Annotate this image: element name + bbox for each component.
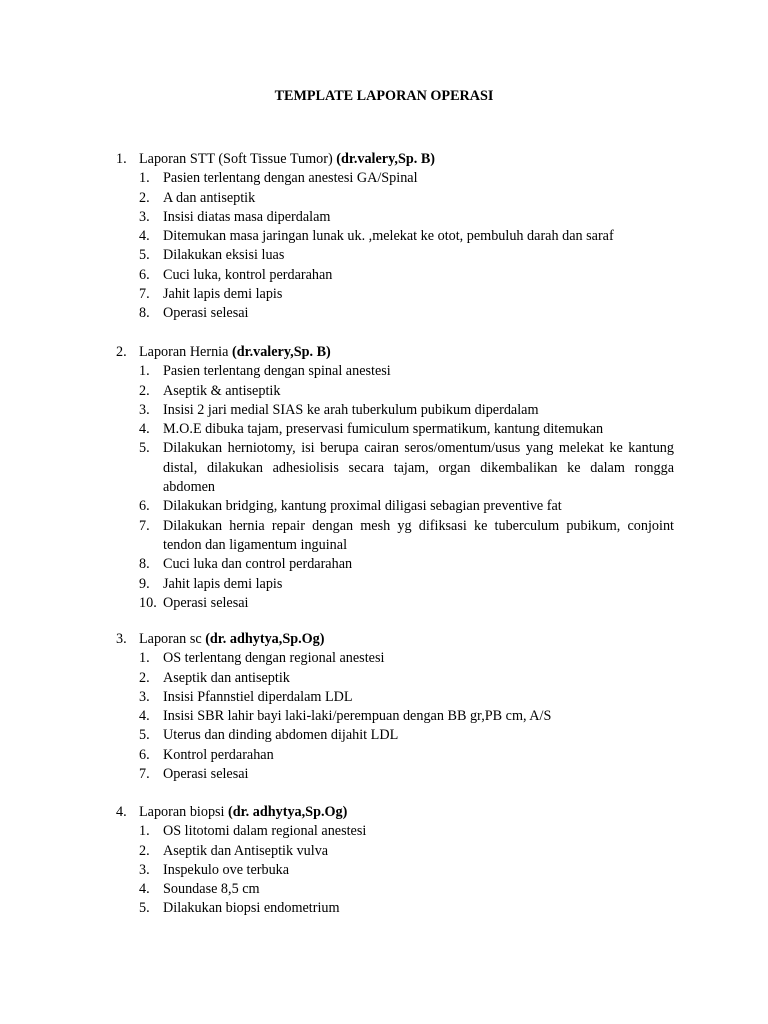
section-number: 2. [116, 344, 127, 360]
list-item [0, 189, 768, 208]
list-item-text: Kontrol perdarahan [163, 746, 274, 763]
step-list [0, 822, 768, 918]
list-item [0, 726, 768, 745]
step-list [0, 362, 768, 613]
section-heading-text [139, 343, 331, 362]
section-1 [0, 150, 768, 324]
list-item-text: Jahit lapis demi lapis [163, 575, 283, 592]
list-item-text: Insisi diatas masa diperdalam [163, 208, 331, 225]
list-item [0, 555, 768, 574]
list-item [0, 382, 768, 401]
section-number: 1. [116, 151, 127, 167]
list-item-text: Insisi SBR lahir bayi laki-laki/perempuan dengan BB gr,PB cm, A/S [163, 708, 552, 725]
list-item-number: 7. [139, 766, 150, 783]
step-list [0, 649, 768, 784]
list-item [0, 304, 768, 323]
list-item-text: Insisi Pfannstiel diperdalam LDL [163, 688, 353, 705]
list-item-text: Operasi selesai [163, 766, 249, 783]
list-item-number: 9. [139, 575, 150, 592]
list-item-text: Insisi 2 jari medial SIAS ke arah tuberkulum pubikum diperdalam [163, 401, 539, 418]
list-item-text: Pasien terlentang dengan spinal anestesi [163, 363, 391, 380]
section-heading-text [139, 150, 435, 169]
list-item-text: OS litotomi dalam regional anestesi [163, 823, 367, 840]
section-number: 4. [116, 804, 127, 820]
list-item-number: 1. [139, 363, 150, 380]
list-item [0, 880, 768, 899]
list-item-text: Aseptik dan antiseptik [163, 669, 290, 686]
list-item-text: Ditemukan masa jaringan lunak uk. ,melekat ke otot, pembuluh darah dan saraf [163, 228, 614, 245]
list-item-number: 1. [139, 650, 150, 667]
list-item-number: 6. [139, 746, 150, 763]
list-item-number: 7. [139, 286, 150, 303]
list-item-number: 2. [139, 189, 150, 206]
list-item-number: 10. [139, 594, 157, 611]
section-heading-text [139, 803, 347, 822]
list-item-text: OS terlentang dengan regional anestesi [163, 650, 385, 667]
list-item-number: 3. [139, 401, 150, 418]
list-item [0, 822, 768, 841]
list-item [0, 669, 768, 688]
list-item-number: 4. [139, 421, 150, 438]
list-item-number: 4. [139, 881, 150, 898]
step-list [0, 169, 768, 323]
list-item-number: 8. [139, 305, 150, 322]
list-item-number: 2. [139, 669, 150, 686]
list-item-number: 6. [139, 498, 150, 515]
list-item-number: 5. [139, 440, 150, 457]
list-item [0, 362, 768, 381]
section-doctor: (dr.valery,Sp. B) [231, 344, 331, 360]
list-item-text: Uterus dan dinding abdomen dijahit LDL [163, 727, 399, 744]
list-item-number: 3. [139, 208, 150, 225]
list-item-text: Dilakukan eksisi luas [163, 247, 285, 264]
section-title: Laporan Hernia [139, 344, 229, 360]
list-item-number: 5. [139, 247, 150, 264]
list-item-text: Dilakukan bridging, kantung proximal diligasi sebagian preventive fat [163, 498, 562, 515]
list-item-number: 6. [139, 266, 150, 283]
list-item-number: 1. [139, 170, 150, 187]
section-3 [0, 630, 768, 784]
section-doctor: (dr.valery,Sp. B) [336, 151, 436, 167]
list-item [0, 649, 768, 668]
list-item-number: 2. [139, 382, 150, 399]
list-item-text: Operasi selesai [163, 305, 249, 322]
list-item-text: M.O.E dibuka tajam, preservasi fumiculum spermatikum, kantung ditemukan [163, 421, 604, 438]
list-item [0, 861, 768, 880]
list-item-number: 3. [139, 861, 150, 878]
list-item-number: 1. [139, 823, 150, 840]
list-item-text: Cuci luka dan control perdarahan [163, 556, 353, 573]
list-item-text: Operasi selesai [163, 594, 249, 611]
list-item-text: Dilakukan biopsi endometrium [163, 900, 340, 917]
list-item-number: 5. [139, 727, 150, 744]
list-item-text: Dilakukan hernia repair dengan mesh yg difiksasi ke tuberculum pubikum, conjoint tendon dan ligamentum inguinal [163, 517, 674, 553]
list-item-number: 2. [139, 842, 150, 859]
list-item [0, 401, 768, 420]
list-item [0, 842, 768, 861]
section-heading [0, 630, 768, 649]
section-heading-text [139, 630, 325, 649]
section-doctor: (dr. adhytya,Sp.Og) [205, 631, 325, 647]
list-item-number: 4. [139, 228, 150, 245]
list-item-text: Inspekulo ove terbuka [163, 861, 290, 878]
list-item-number: 4. [139, 708, 150, 725]
list-item-text: Dilakukan herniotomy, isi berupa cairan seros/omentum/usus yang melekat ke kantung distal, dilakukan adhesiolisis secara tajam, organ dikembalikan ke dalam rongga abdomen [163, 440, 674, 496]
list-item [0, 575, 768, 594]
list-item [0, 517, 768, 556]
list-item [0, 285, 768, 304]
list-item [0, 594, 768, 613]
list-item [0, 688, 768, 707]
section-2 [0, 343, 768, 613]
list-item-text: Aseptik dan Antiseptik vulva [163, 842, 329, 859]
list-item-number: 3. [139, 688, 150, 705]
list-item [0, 746, 768, 765]
list-item [0, 497, 768, 516]
list-item-text: A dan antiseptik [163, 189, 256, 206]
section-title: Laporan STT (Soft Tissue Tumor) [139, 151, 333, 167]
list-item-number: 5. [139, 900, 150, 917]
list-item [0, 169, 768, 188]
list-item [0, 707, 768, 726]
list-item-number: 8. [139, 556, 150, 573]
list-item-text: Pasien terlentang dengan anestesi GA/Spinal [163, 170, 418, 187]
list-item-text: Aseptik & antiseptik [163, 382, 281, 399]
document-title: TEMPLATE LAPORAN OPERASI [274, 88, 494, 104]
section-title: Laporan sc [139, 631, 202, 647]
list-item [0, 246, 768, 265]
list-item-text: Jahit lapis demi lapis [163, 286, 283, 303]
list-item [0, 266, 768, 285]
section-doctor: (dr. adhytya,Sp.Og) [228, 804, 348, 820]
list-item [0, 420, 768, 439]
section-heading [0, 343, 768, 362]
section-heading [0, 150, 768, 169]
list-item [0, 208, 768, 227]
list-item [0, 439, 768, 497]
section-4 [0, 803, 768, 919]
list-item [0, 899, 768, 918]
section-heading [0, 803, 768, 822]
list-item [0, 765, 768, 784]
section-number: 3. [116, 631, 127, 647]
list-item-text: Cuci luka, kontrol perdarahan [163, 266, 333, 283]
list-item [0, 227, 768, 246]
list-item-text: Soundase 8,5 cm [163, 881, 260, 898]
section-title: Laporan biopsi [139, 804, 225, 820]
list-item-number: 7. [139, 517, 150, 534]
